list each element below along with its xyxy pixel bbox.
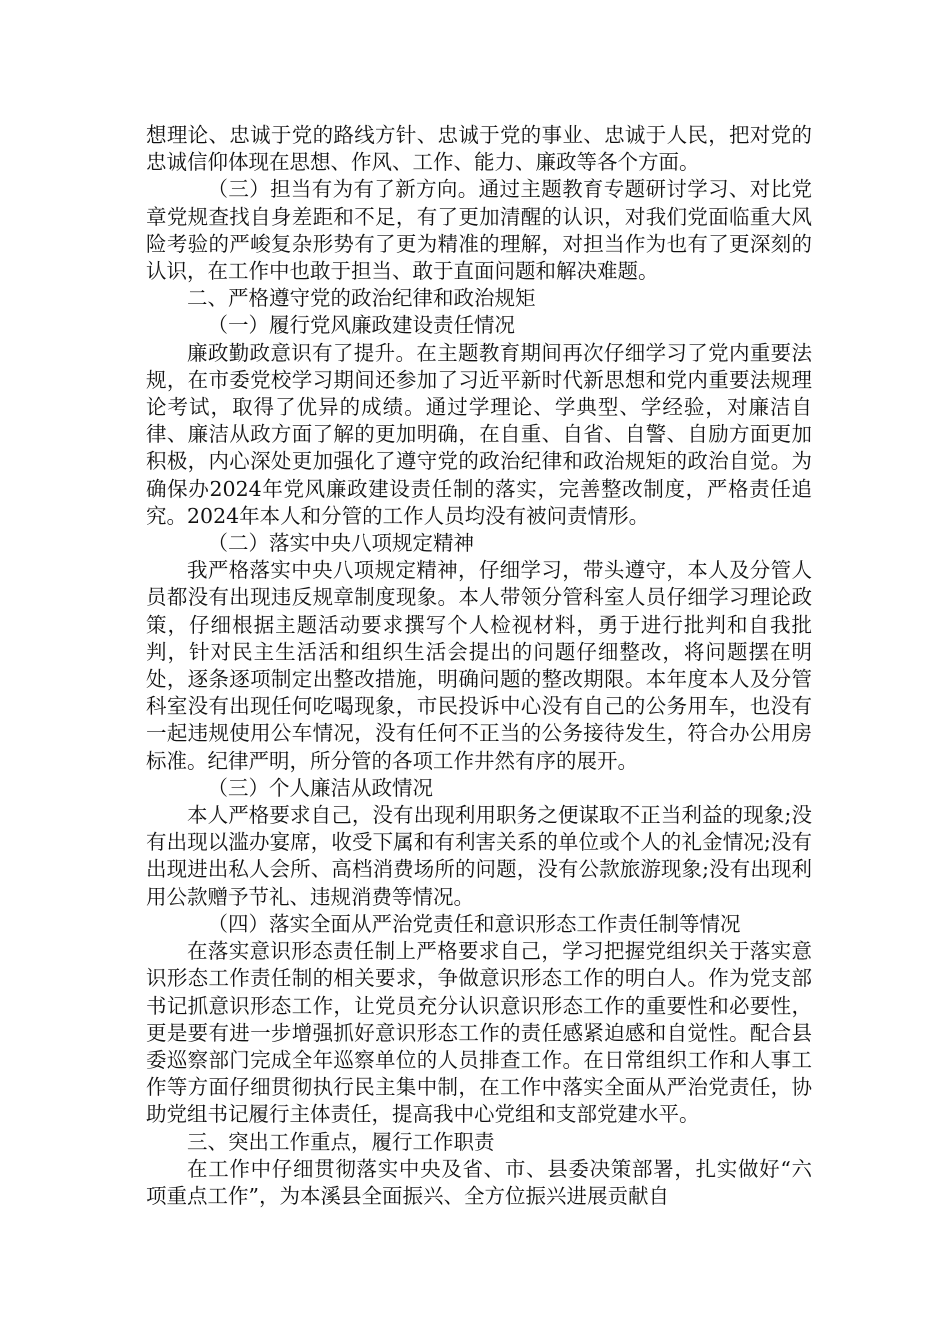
paragraph-ideology-responsibility: 在落实意识形态责任制上严格要求自己，学习把握党组织关于落实意识形态工作责任制的相关要求，争做意识形态工作的明白人。作为党支部书记抓意识形态工作，让党员充分认识意识形态工作的重要性和必要性，更是要有进一步增强抓好意识形态工作的责任感紧迫感和自觉性。配合县委巡察部门完成全年巡察单位的人员排查工作。在日常组织工作和人事工作等方面仔细贯彻执行民主集中制，在工作中落实全面从严治党责任，协助党组书记履行主体责任，提高我中心党组和支部党建水平。 xyxy=(146,939,812,1127)
subsection-heading-4: （四）落实全面从严治党责任和意识形态工作责任制等情况 xyxy=(207,911,741,936)
document-body xyxy=(146,122,812,1210)
section-heading-3: 三、突出工作重点，履行工作职责 xyxy=(187,1129,495,1154)
section-heading-2: 二、严格遵守党的政治纪律和政治规矩 xyxy=(187,286,536,311)
paragraph-eight-rules: 我严格落实中央八项规定精神，仔细学习，带头遵守，本人及分管人员都没有出现违反规章制度现象。本人带领分管科室人员仔细学习理论政策，仔细根据主题活动要求撰写个人检视材料，勇于进行批判和自我批判，针对民主生活活和组织生活会提出的问题仔细整改，将问题摆在明处，逐条逐项制定出整改措施，明确问题的整改期限。本年度本人及分管科室没有出现任何吃喝现象，市民投诉中心没有自己的公务用车，也没有一起违规使用公车情况，没有任何不正当的公务接待发生，符合办公用房标准。纪律严明，所分管的各项工作井然有序的展开。 xyxy=(146,558,812,773)
paragraph-personal-integrity: 本人严格要求自己，没有出现利用职务之便谋取不正当利益的现象;没有出现以滥办宴席，收受下属和有利害关系的单位或个人的礼金情况;没有出现进出私人会所、高档消费场所的问题，没有公款旅游现象;没有出现利用公款赠予节礼、违规消费等情况。 xyxy=(146,803,812,909)
paragraph-key-work: 在工作中仔细贯彻落实中央及省、市、县委决策部署，扎实做好“六项重点工作”，为本溪县全面振兴、全方位振兴进展贡献自 xyxy=(146,1156,812,1208)
subsection-3-responsibility: （三）担当有为有了新方向。通过主题教育专题研讨学习、对比党章党规查找自身差距和不足，有了更加清醒的认识，对我们党面临重大风险考验的严峻复杂形势有了更为精准的理解，对担当作为也有了更深刻的认识，在工作中也敢于担当、敢于直面问题和解决难题。 xyxy=(146,177,812,284)
subsection-heading-1: （一）履行党风廉政建设责任情况 xyxy=(207,313,515,338)
paragraph-continuation: 想理论、忠诚于党的路线方针、忠诚于党的事业、忠诚于人民，把对党的忠诚信仰体现在思想、作风、工作、能力、廉政等各个方面。 xyxy=(146,123,812,175)
subsection-heading-2: （二）落实中央八项规定精神 xyxy=(207,531,474,556)
paragraph-integrity-awareness: 廉政勤政意识有了提升。在主题教育期间再次仔细学习了党内重要法规，在市委党校学习期间还参加了习近平新时代新思想和党内重要法规理论考试，取得了优异的成绩。通过学理论、学典型、学经验，对廉洁自律、廉洁从政方面了解的更加明确，在自重、自省、自警、自励方面更加积极，内心深处更加强化了遵守党的政治纪律和政治规矩的政治自觉。为确保办2024年党风廉政建设责任制的落实，完善整改制度，严格责任追究。2024年本人和分管的工作人员均没有被问责情形。 xyxy=(146,340,812,528)
subsection-heading-3: （三）个人廉洁从政情况 xyxy=(207,775,433,800)
